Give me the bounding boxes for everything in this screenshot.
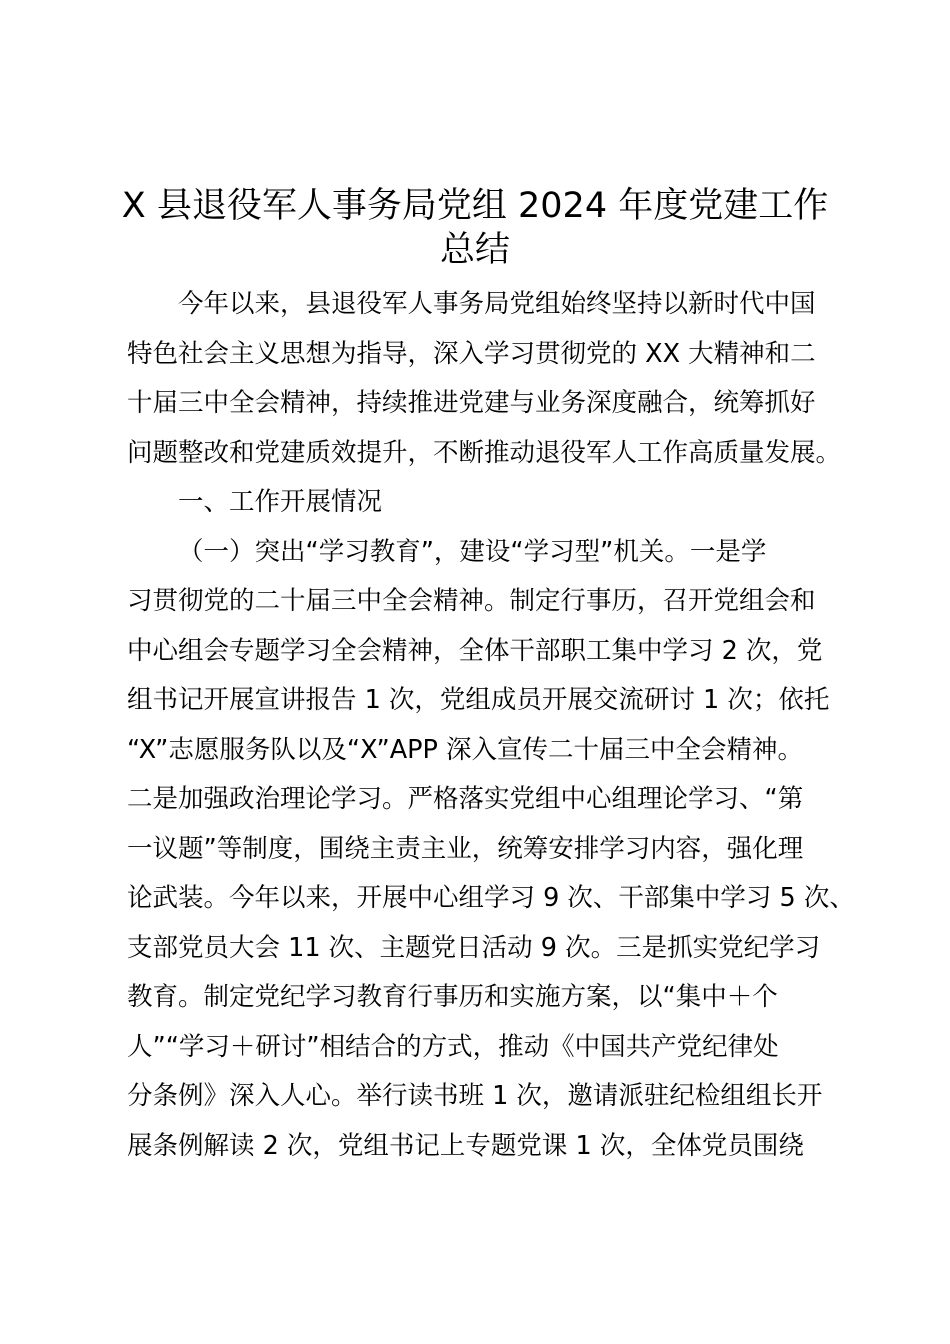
paragraph-line: 支部党员大会 11 次、主题党日活动 9 次。三是抓实党纪学习	[127, 932, 821, 963]
paragraph-line: 论武装。今年以来，开展中心组学习 9 次、干部集中学习 5 次、	[127, 883, 855, 913]
paragraph-line: 组书记开展宣讲报告 1 次，党组成员开展交流研讨 1 次；依托	[127, 685, 830, 715]
paragraph-line: 中心组会专题学习全会精神，全体干部职工集中学习 2 次，党	[127, 635, 823, 666]
paragraph-line: 今年以来，县退役军人事务局党组始终坚持以新时代中国	[178, 289, 816, 319]
document-title	[110, 184, 840, 272]
paragraph-line: 分条例》深入人心。举行读书班 1 次，邀请派驻纪检组组长开	[127, 1081, 823, 1111]
paragraph-line: “X”志愿服务队以及“X”APP 深入宣传二十届三中全会精神。	[127, 734, 804, 765]
paragraph-line: 习贯彻党的二十届三中全会精神。制定行事历，召开党组会和	[127, 586, 816, 616]
paragraph-line: 展条例解读 2 次，党组书记上专题党课 1 次，全体党员围绕	[127, 1130, 804, 1161]
paragraph-line: 十届三中全会精神，持续推进党建与业务深度融合，统筹抓好	[127, 388, 816, 418]
section-heading: 一、工作开展情况	[178, 487, 383, 517]
title-line-2: 总结	[439, 230, 510, 270]
paragraph-line: 教育。制定党纪学习教育行事历和实施方案，以“集中＋个	[127, 982, 778, 1012]
title-line-1: X 县退役军人事务局党组 2024 年度党建工作	[121, 186, 829, 226]
paragraph-line: 二是加强政治理论学习。严格落实党组中心组理论学习、“第	[127, 784, 804, 814]
paragraph-line: （一）突出“学习教育”，建设“学习型”机关。一是学	[178, 536, 767, 567]
paragraph-line: 特色社会主义思想为指导，深入学习贯彻党的 XX 大精神和二	[127, 338, 816, 369]
paragraph-line: 一议题”等制度，围绕主责主业，统筹安排学习内容，强化理	[127, 833, 804, 864]
paragraph-line: 问题整改和党建质效提升，不断推动退役军人工作高质量发展。	[127, 437, 842, 468]
document-body	[127, 280, 855, 1171]
paragraph-line: 人”“学习＋研讨”相结合的方式，推动《中国共产党纪律处	[127, 1031, 779, 1062]
